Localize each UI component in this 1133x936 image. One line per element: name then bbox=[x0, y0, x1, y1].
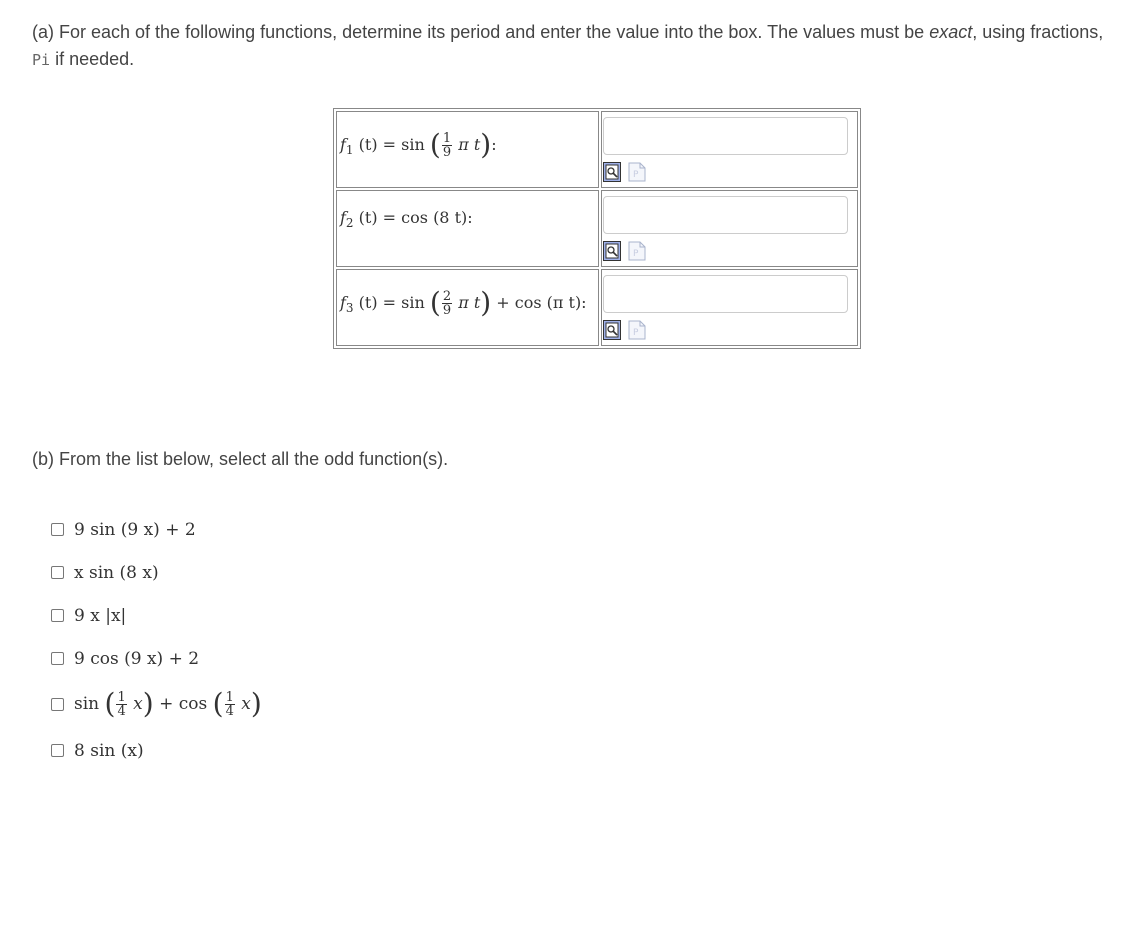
svg-text:P: P bbox=[633, 170, 639, 180]
preview-icon[interactable] bbox=[628, 162, 646, 182]
period-input-3[interactable] bbox=[603, 275, 848, 313]
choice-1-label: 9 sin (9 x) + 2 bbox=[74, 519, 196, 540]
choice-6-checkbox[interactable] bbox=[51, 744, 64, 757]
odd-function-choices bbox=[51, 508, 262, 772]
table-row bbox=[336, 111, 858, 188]
function-cell-2 bbox=[336, 190, 599, 267]
choice-2-checkbox[interactable] bbox=[51, 566, 64, 579]
preview-icon[interactable] bbox=[628, 320, 646, 340]
part-b-instructions: (b) From the list below, select all the odd function(s). bbox=[32, 449, 449, 469]
answer-cell-2 bbox=[601, 190, 858, 267]
choice-6-label: 8 sin (x) bbox=[74, 740, 144, 761]
choice-2-label: x sin (8 x) bbox=[74, 562, 159, 583]
choice-3[interactable] bbox=[51, 594, 262, 637]
table-row bbox=[336, 190, 858, 267]
choice-4-label: 9 cos (9 x) + 2 bbox=[74, 648, 200, 669]
function-cell-3 bbox=[336, 269, 599, 346]
choice-2[interactable] bbox=[51, 551, 262, 594]
period-table bbox=[333, 108, 861, 349]
choice-3-checkbox[interactable] bbox=[51, 609, 64, 622]
svg-text:P: P bbox=[633, 328, 639, 338]
exact-emphasis: exact bbox=[929, 22, 973, 42]
choice-1-checkbox[interactable] bbox=[51, 523, 64, 536]
answer-tools-1 bbox=[603, 162, 653, 182]
function-cell-1 bbox=[336, 111, 599, 188]
choice-4-checkbox[interactable] bbox=[51, 652, 64, 665]
equation-editor-icon[interactable] bbox=[603, 320, 621, 340]
answer-cell-3 bbox=[601, 269, 858, 346]
part-a-instructions: (a) For each of the following functions, determine its period and enter the value into the box. The values must be exact, using fractions, Pi if needed. bbox=[32, 22, 1104, 69]
choice-3-label: 9 x |x| bbox=[74, 605, 127, 626]
pi-code: Pi bbox=[32, 51, 51, 69]
choice-6[interactable] bbox=[51, 729, 262, 772]
equation-editor-icon[interactable] bbox=[603, 162, 621, 182]
choice-5-label: sin ( $\frac{1}{4}$ x) + cos ( $\frac{1}{4}$ x) bbox=[74, 687, 262, 720]
answer-tools-2 bbox=[603, 241, 653, 261]
period-input-2[interactable] bbox=[603, 196, 848, 234]
function-2-expression: $f_2$ (t) = cos (8 t): bbox=[340, 208, 473, 230]
preview-icon[interactable] bbox=[628, 241, 646, 261]
equation-editor-icon[interactable] bbox=[603, 241, 621, 261]
choice-4[interactable] bbox=[51, 637, 262, 680]
function-3-expression: $f_3$ (t) = sin ( $\frac{2}{9}$ π t) + cos (π t): bbox=[340, 286, 587, 319]
answer-cell-1 bbox=[601, 111, 858, 188]
answer-tools-3 bbox=[603, 320, 653, 340]
choice-5[interactable] bbox=[51, 680, 262, 729]
table-row bbox=[336, 269, 858, 346]
choice-1[interactable] bbox=[51, 508, 262, 551]
svg-text:P: P bbox=[633, 249, 639, 259]
period-input-1[interactable] bbox=[603, 117, 848, 155]
choice-5-checkbox[interactable] bbox=[51, 698, 64, 711]
function-1-expression: $f_1$ (t) = sin ( $\frac{1}{9}$ π t): bbox=[340, 128, 497, 161]
